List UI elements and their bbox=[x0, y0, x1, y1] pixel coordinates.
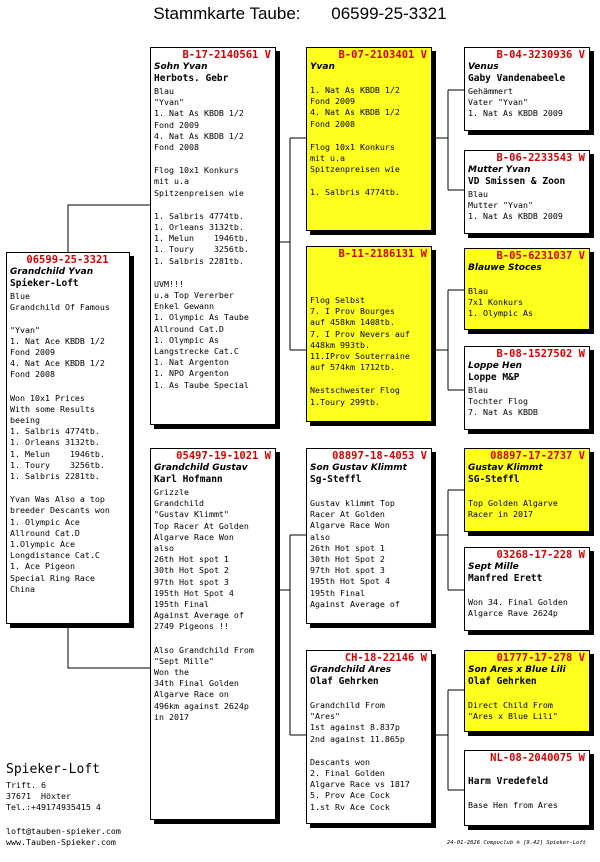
title-ring-number: 06599-25-3321 bbox=[331, 4, 447, 23]
owner-name: Karl Hofmann bbox=[154, 474, 223, 485]
pigeon-name: Son Gustav Klimmt bbox=[310, 463, 407, 473]
pigeon-name: Mutter Yvan bbox=[468, 165, 531, 175]
card-subject bbox=[6, 252, 130, 624]
ring-number: 08897-17-2737 V bbox=[490, 450, 585, 462]
pigeon-name: Loppe Hen bbox=[468, 361, 523, 371]
owner-name: Olaf Gehrken bbox=[468, 676, 537, 687]
pigeon-details: Direct Child From "Ares x Blue Lili" bbox=[468, 700, 558, 722]
owner-name: Harm Vredefeld bbox=[468, 776, 549, 787]
pigeon-name: Yvan bbox=[310, 62, 335, 72]
ring-number: 06599-25-3321 bbox=[26, 254, 109, 266]
pigeon-name: Grandchild Gustav bbox=[154, 463, 248, 473]
owner-name: Gaby Vandenabeele bbox=[468, 73, 566, 84]
card-mother-mother bbox=[306, 650, 432, 824]
pigeon-name: Grandchild Ares bbox=[310, 665, 392, 675]
ring-number: B-08-1527502 W bbox=[496, 348, 585, 360]
ring-number: B-04-3230936 V bbox=[496, 49, 585, 61]
pigeon-results: Won 10x1 Prices With some Results beeing 1. Salbris 4774tb. 1. Orleans 3132tb. 1. Melun 1946tb. 1. Toury 3256tb. 1. Salbris 2281tb. bbox=[10, 392, 105, 482]
ring-number: NL-08-2040075 W bbox=[490, 752, 585, 764]
owner-name: Loppe M&P bbox=[468, 372, 520, 383]
footer-contact: loft@tauben-spieker.com www.Tauben-Spieker.com bbox=[6, 826, 121, 847]
ring-number: B-07-2103401 V bbox=[338, 49, 427, 61]
card-father-father bbox=[306, 47, 432, 231]
pigeon-race-list: 1. Salbris 4774tb. bbox=[310, 187, 400, 198]
ring-number: 03268-17-228 W bbox=[496, 549, 585, 561]
pigeon-results: Flog 10x1 Konkurs mit u.a Spitzenpreisen wie bbox=[310, 141, 400, 175]
pigeon-name: Son Ares x Blue Lili bbox=[468, 665, 566, 675]
owner-name: Herbots. Gebr bbox=[154, 73, 229, 84]
pigeon-name: Gustav Klimmt bbox=[468, 463, 543, 473]
card-mmm bbox=[464, 750, 590, 826]
pigeon-offspring: Yvan Was Also a top breeder Descants won 1. Olympic Ace Allround Cat.D 1.Olympic Ace Longdistance Cat.C 1. Ace Pigeon Special Ring Race China bbox=[10, 494, 110, 594]
pigeon-details: Gustav klimmt Top Racer At Golden Algarve Race Won also 26th Hot spot 1 30th Hot Spot 2 97th Hot spot 3 195th Hot Spot 4 195th Final Against Average of bbox=[310, 498, 400, 609]
pigeon-name: Sohn Yvan bbox=[154, 62, 208, 72]
pigeon-details: Blau 7x1 Konkurs 1. Olympic As bbox=[468, 286, 533, 319]
pigeon-details: Base Hen from Ares bbox=[468, 800, 558, 810]
pigeon-details: 1. Nat As KBDB 1/2 Fond 2009 4. Nat As KBDB 1/2 Fond 2008 bbox=[310, 85, 400, 129]
card-fmf bbox=[464, 248, 590, 330]
footer-address: Trift. 6 37671 Höxter Tel.:+49174935415 4 bbox=[6, 780, 101, 812]
pigeon-details: Blau Mutter "Yvan" 1. Nat As KBDB 2009 bbox=[468, 189, 563, 222]
owner-name: VD Smissen & Zoon bbox=[468, 176, 566, 187]
card-mother-father bbox=[306, 448, 432, 624]
pigeon-details: Top Golden Algarve Racer in 2017 bbox=[468, 498, 558, 520]
pigeon-name: Blauwe Stoces bbox=[468, 263, 542, 273]
title-label: Stammkarte Taube: bbox=[153, 4, 301, 23]
pigeon-details: Won 34. Final Golden Algarce Rave 2624p bbox=[468, 597, 568, 619]
pigeon-results: Nestschwester Flog 1.Toury 299tb. bbox=[310, 385, 400, 407]
pigeon-results: Also Grandchild From "Sept Mille" Won the 34th Final Golden Algarve Race on 496km against 2624p in 2017 bbox=[154, 644, 254, 722]
footer-print-info: 24-01-2026 Compuclub ® [9.42] Spieker-Loft bbox=[446, 840, 586, 846]
pigeon-details: Blue Grandchild Of Famous "Yvan" 1. Nat Ace KBDB 1/2 Fond 2009 4. Nat Ace KBDB 1/2 Fond 2008 bbox=[10, 291, 110, 380]
pigeon-offspring: UVM!!! u.a Top Vererber Enkel Gewann 1. Olympic As Taube Allround Cat.D 1. Olympic As Langstrecke Cat.C 1. Nat Argenton 1. NPO Argenton 1. As Taube Special bbox=[154, 278, 249, 390]
card-fff bbox=[464, 47, 590, 131]
card-mmf bbox=[464, 650, 590, 732]
owner-name: Sg-Steffl bbox=[310, 474, 362, 485]
pigeon-details: Grandchild From "Ares" 1st against 8.837p 2nd against 11.865p bbox=[310, 700, 405, 744]
pigeon-results: Flog 10x1 Konkurs mit u.a Spitzenpreisen wie bbox=[154, 165, 244, 198]
ring-number: B-06-2233543 W bbox=[496, 152, 585, 164]
ring-number: 01777-17-278 V bbox=[496, 652, 585, 664]
ring-number: 05497-19-1021 W bbox=[176, 450, 271, 462]
pigeon-name: Grandchild Yvan bbox=[10, 267, 94, 277]
card-mother bbox=[150, 448, 276, 820]
pigeon-details: Grizzle Grandchild "Gustav Klimmt" Top Racer At Golden Algarve Race Won also 26th Hot spot 1 30th Hot Spot 2 97th Hot spot 3 195th Hot Spot 4 195th Final Against Average of 2749 Pigeons !! bbox=[154, 487, 249, 632]
card-mfm bbox=[464, 547, 590, 631]
ring-number: B-11-2186131 W bbox=[338, 248, 427, 260]
owner-name: Manfred Erett bbox=[468, 573, 543, 584]
owner-name: SG-Steffl bbox=[468, 474, 520, 485]
pigeon-race-list: 1. Salbris 4774tb. 1. Orleans 3132tb. 1. Melun 1946tb. 1. Toury 3256tb. 1. Salbris 2281tb. bbox=[154, 210, 249, 266]
owner-name: Spieker-Loft bbox=[10, 278, 79, 289]
pigeon-name: Sept Mille bbox=[468, 562, 519, 572]
ring-number: 08897-18-4053 V bbox=[332, 450, 427, 462]
pigeon-offspring: Descants won 2. Final Golden Algarve Race vs 1817 5. Prov Ace Cock 1.st Rv Ace Cock bbox=[310, 756, 410, 812]
pigeon-details: Gehämmert Vater "Yvan" 1. Nat As KBDB 2009 bbox=[468, 86, 563, 119]
pigeon-details: Blau Tochter Flog 7. Nat As KBDB bbox=[468, 385, 538, 418]
ring-number: B-05-6231037 V bbox=[496, 250, 585, 262]
footer-loft-name: Spieker-Loft bbox=[6, 762, 100, 777]
owner-name: Olaf Gehrken bbox=[310, 676, 379, 687]
ring-number: CH-18-22146 W bbox=[344, 652, 427, 664]
card-mff bbox=[464, 448, 590, 532]
card-fmm bbox=[464, 346, 590, 430]
card-father-mother bbox=[306, 246, 432, 422]
card-father bbox=[150, 47, 276, 425]
pigeon-name: Venus bbox=[468, 62, 499, 72]
pigeon-details: Flog Selbst 7. I Prov Bourges auf 458km 1408tb. 7. I Prov Nevers auf 448km 993tb. 11.IProv Souterraine auf 574km 1712tb. bbox=[310, 295, 410, 373]
card-ffm bbox=[464, 150, 590, 234]
pigeon-details: Blau "Yvan" 1. Nat As KBDB 1/2 Fond 2009 4. Nat As KBDB 1/2 Fond 2008 bbox=[154, 86, 244, 153]
ring-number: B-17-2140561 V bbox=[182, 49, 271, 61]
